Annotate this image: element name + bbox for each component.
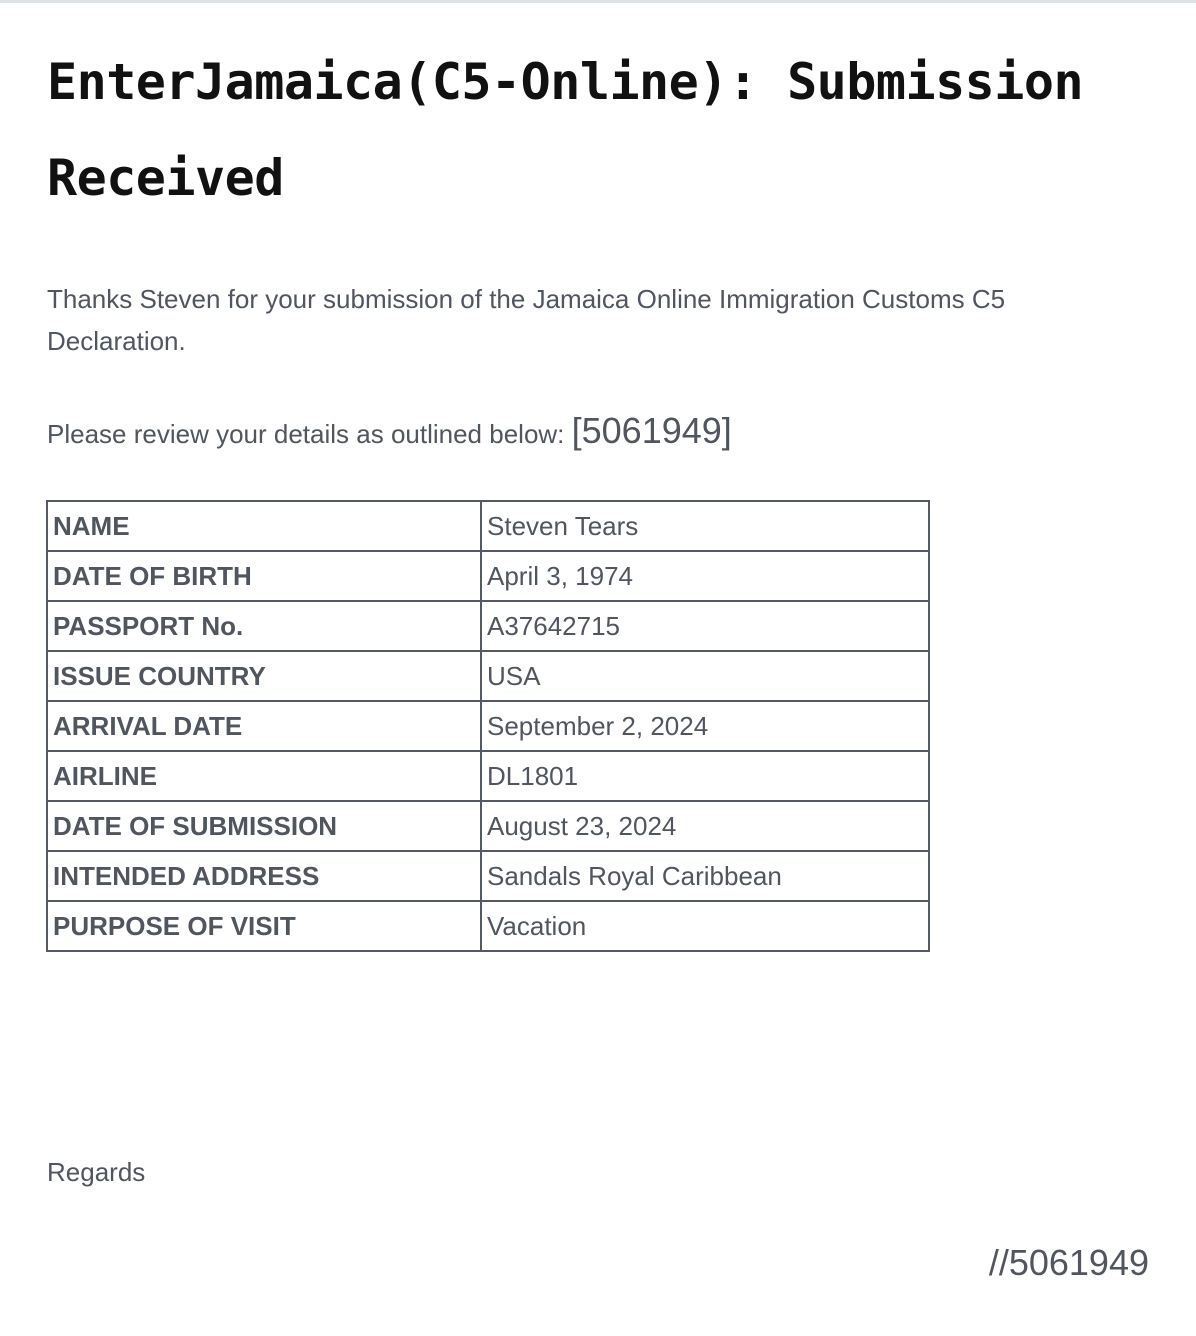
detail-value: September 2, 2024: [481, 701, 929, 751]
details-table: [46, 500, 930, 952]
detail-value: Vacation: [481, 901, 929, 951]
table-row: [47, 551, 929, 601]
detail-value: April 3, 1974: [481, 551, 929, 601]
detail-value: August 23, 2024: [481, 801, 929, 851]
table-row: [47, 701, 929, 751]
table-row: [47, 851, 929, 901]
table-row: [47, 601, 929, 651]
table-row: [47, 751, 929, 801]
detail-label: ISSUE COUNTRY: [47, 651, 481, 701]
review-text: Please review your details as outlined below:: [47, 419, 565, 449]
review-line: [47, 404, 732, 461]
detail-value: Steven Tears: [481, 501, 929, 551]
top-divider: [0, 0, 1196, 3]
reference-number: [5061949]: [571, 410, 732, 451]
footer-reference: //5061949: [988, 1242, 1149, 1283]
detail-label: AIRLINE: [47, 751, 481, 801]
table-row: [47, 801, 929, 851]
detail-label: NAME: [47, 501, 481, 551]
detail-label: DATE OF BIRTH: [47, 551, 481, 601]
detail-label: ARRIVAL DATE: [47, 701, 481, 751]
detail-value: Sandals Royal Caribbean: [481, 851, 929, 901]
detail-label: DATE OF SUBMISSION: [47, 801, 481, 851]
detail-value: DL1801: [481, 751, 929, 801]
detail-value: USA: [481, 651, 929, 701]
intro-text: Thanks Steven for your submission of the Jamaica Online Immigration Customs C5 Declaration.: [47, 284, 1006, 356]
email-title: EnterJamaica(C5-Online): Submission Received: [47, 53, 1084, 207]
detail-label: INTENDED ADDRESS: [47, 851, 481, 901]
detail-label: PURPOSE OF VISIT: [47, 901, 481, 951]
table-row: [47, 901, 929, 951]
table-row: [47, 651, 929, 701]
closing-text: Regards: [47, 1157, 146, 1187]
detail-label: PASSPORT No.: [47, 601, 481, 651]
table-row: [47, 501, 929, 551]
detail-value: A37642715: [481, 601, 929, 651]
